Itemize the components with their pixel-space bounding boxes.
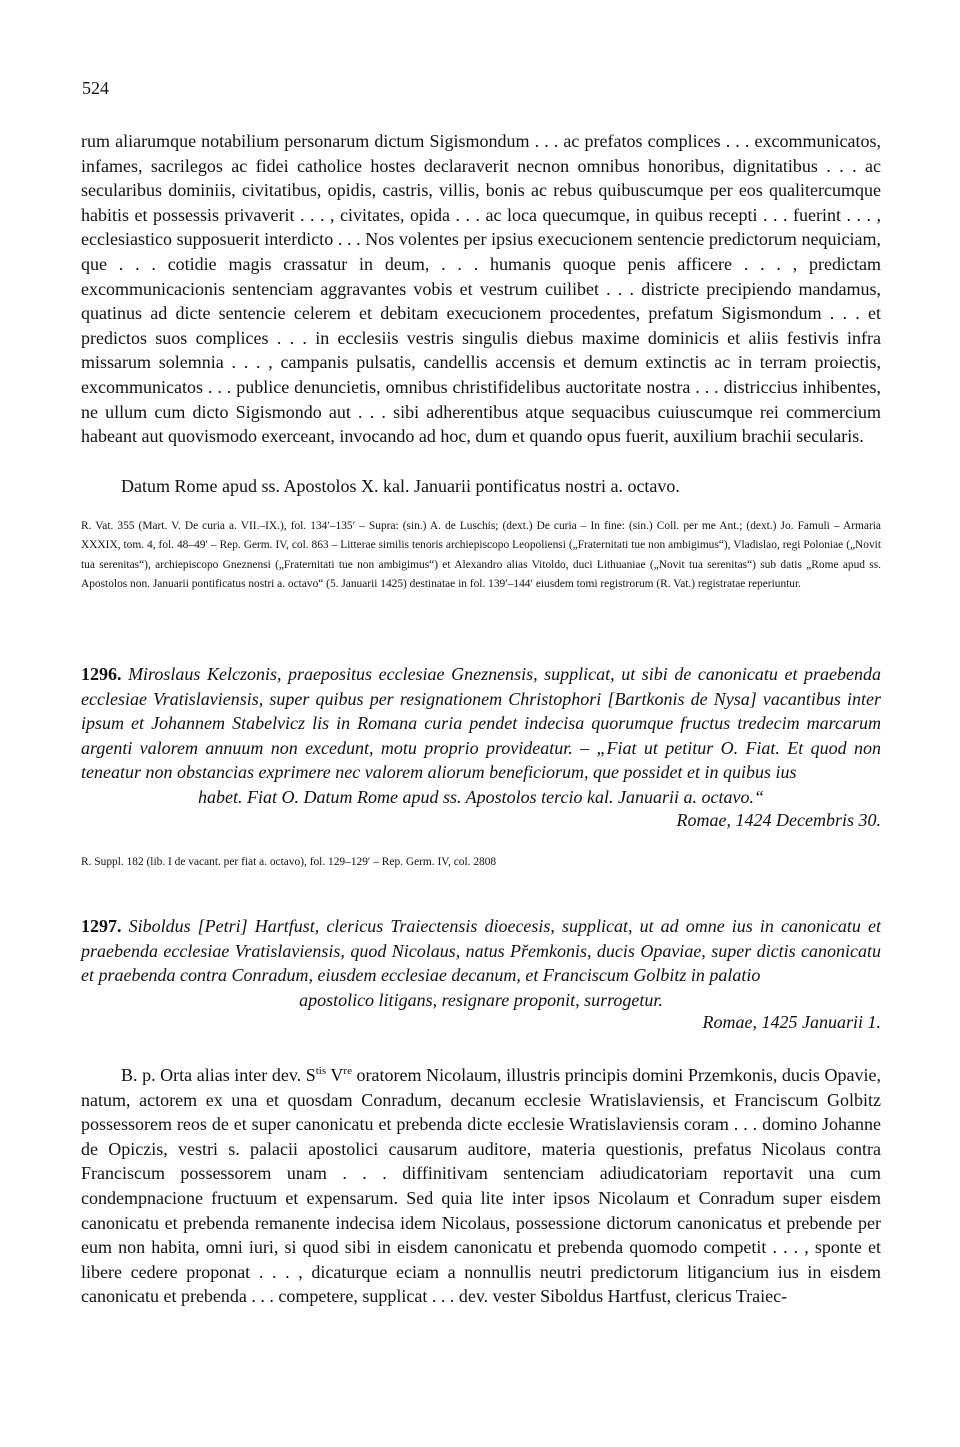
body-start: B. p. Orta alias inter dev. S [121,1065,316,1085]
entry-1297-last-line: apostolico litigans, resignare proponit, surrogetur. [299,989,663,1010]
entry-1296-number: 1296. [81,664,122,684]
superscript-tis: tis [315,1065,327,1077]
apparatus-note-1295: R. Vat. 355 (Mart. V. De curia a. VII.–IX.), fol. 134′–135′ – Supra: (sin.) A. de Luschis; (dext.) De curia – In fine: (sin.) Coll. per me Ant.; (dext.) Jo. Famuli – Armaria XXXIX, tom. 4, fol. 48–49′ – Rep. Germ. IV, col. 863 – Litterae similis tenoris archiepiscopo Leopoliensi („Fraternitati tue non ambigimus“), Vladislao, regi Poloniae („Novit tua serenitas“), archiepiscopo Gneznensi („Fraternitati tue non ambigimus“) et Alexandro alias Vitoldo, duci Lithuaniae („Novit tua serenitas“) sub datis „Rome apud ss. Apostolos non. Januarii pontificatus nostri a. octavo“ (5. Januarii 1425) destinatae in fol. 139′–144′ eiusdem tomi registrorum (R. Vat.) registratae reperiuntur. [81,520,881,590]
body-rest: oratorem Nicolaum, illustris principis domini Przemkonis, ducis Opavie, natum, actorem ex una et quosdam Conradum, decanum ecclesie Wratislaviensis, et Franciscum Golbitz possessorem reos de et super canonicatu et prebenda dicte ecclesie Wratislaviensis coram . . . domino Johanne de Opiczis, vestri s. palacii apostolici causarum auditore, materia questionis, prefatus Nicolaus contra Franciscum possessorem unam . . . diffinitivam sentenciam adiudicatoriam reportavit una cum condempnacione fructuum et expensarum. Sed quia lite inter ipsos Nicolaum et Conradum super eisdem canonicatu et prebenda remanente indecisa idem Nicolaus, possessione dictorum canonicatus et prebende per eum non habita, omni iuri, si quod sibi in eisdem canonicatu et prebenda quomodo competit . . . , sponte et libere cedere proponat . . . , dicaturque eciam a nonnullis neutri predictorum litigancium ius in eisdem canonicatu et prebenda . . . competere, supplicat . . . dev. vester Siboldus Hartfust, clericus Traiec- [81,1065,881,1307]
body-mid: V [326,1065,344,1085]
entry-1297-text: Siboldus [Petri] Hartfust, clericus Traiectensis dioecesis, supplicat, ut ad omne ius in canonicatu et praebenda ecclesiae Vratislaviensis, quod Nicolaus, natus Přemkonis, ducis Opaviae, super dictis canonicatu et praebenda contra Conradum, eiusdem ecclesiae decanum, et Franciscum Golbitz in palatio [81,916,881,986]
superscript-re: re [343,1065,352,1077]
page-number: 524 [82,78,109,98]
entry-1297-body [81,1063,881,1309]
entry-1296-regest [81,662,881,810]
apparatus-note-1296: R. Suppl. 182 (lib. I de vacant. per fiat a. octavo), fol. 129–129′ – Rep. Germ. IV, col. 2808 [81,856,497,868]
entry-1297-date: Romae, 1425 Januarii 1. [702,1012,881,1032]
entry-1296-last-line: habet. Fiat O. Datum Rome apud ss. Apostolos tercio kal. Januarii a. octavo.“ [198,786,764,807]
entry-1297-regest [81,914,881,1012]
entry-1297-number: 1297. [81,916,122,936]
entry-1296-text: Miroslaus Kelczonis, praepositus ecclesiae Gneznensis, supplicat, ut sibi de canonicatu et praebenda ecclesiae Vratislaviensis, super quibus per resignationem Christophori [Bartkonis de Nysa] vacantibus inter ipsum et Johannem Stabelvicz lis in Romana curia pendet indecisa quorumque fructus tredecim marcarum argenti valorem annuum non excedunt, motu proprio provideatur. – „Fiat ut petitur O. Fiat. Et quod non teneatur non obstancias exprimere nec valorem aliorum beneficiorum, que possidet et in quibus ius [81,664,881,783]
entry-1296-date: Romae, 1424 Decembris 30. [676,810,881,830]
continuation-paragraph: rum aliarumque notabilium personarum dictum Sigismondum . . . ac prefatos complices . . . excommunicatos, infames, sacrilegos ac fidei catholice hostes declaraverit necnon omnibus honoribus, dignitatibus . . . ac secularibus dominiis, civitatibus, opidis, castris, villis, bonis ac rebus quibuscumque per eos qualitercumque habitis et possessis privaverit . . . , civitates, opida . . . ac loca quecumque, in quibus recepti . . . fuerint . . . , ecclesiastico supposuerit interdicto . . . Nos volentes per ipsius execucionem sentencie predictorum nequiciam, que . . . cotidie magis crassatur in deum, . . . humanis quoque penis afficere . . . , predictam excommunicacionis sentenciam aggravantes vobis et vestrum cuilibet . . . districte precipiendo mandamus, quatinus ad dicte sentencie celerem et debitam execucionem procedentes, prefatum Sigismondum . . . et predictos suos complices . . . in ecclesiis vestris singulis diebus maxime dominicis et aliis festivis infra missarum solemnia . . . , campanis pulsatis, candellis accensis et demum extinctis ac in terram proiectis, excommunicatos . . . publice denuncietis, omnibus christifidelibus auctoritate nostra . . . districcius inhibentes, ne ullum cum dicto Sigismondo aut . . . sibi adherentibus atque sequacibus cuiuscumque rei commercium habeant aut quovismodo exerceant, invocando ad hoc, dum et quando opus fuerit, auxilium brachii secularis. [81,131,881,447]
datum-line: Datum Rome apud ss. Apostolos X. kal. Januarii pontificatus nostri a. octavo. [121,476,680,496]
